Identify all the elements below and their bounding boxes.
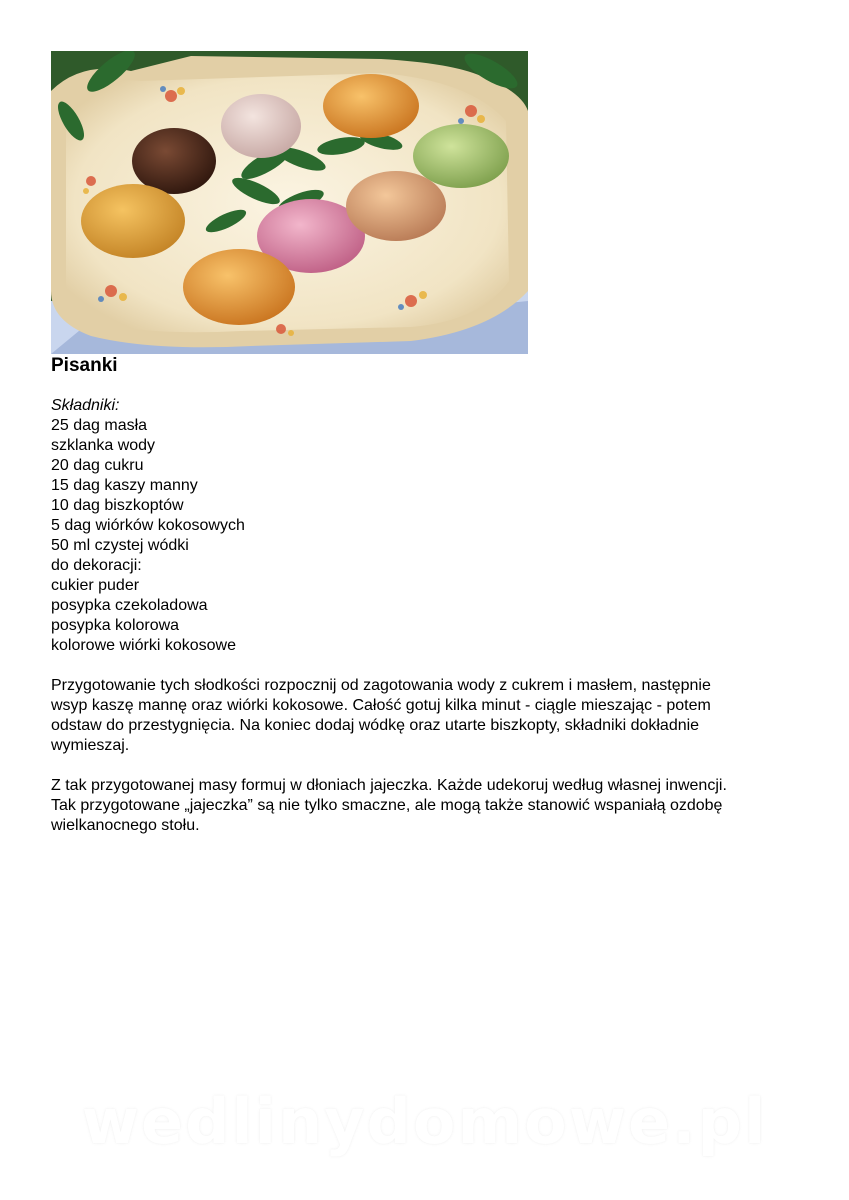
recipe-title: Pisanki — [51, 355, 118, 376]
ingredient-item: 15 dag kaszy manny — [51, 477, 198, 494]
paragraph-line: odstaw do przestygnięcia. Na koniec dodaj wódkę oraz utarte biszkopty, składniki dokładnie — [51, 717, 700, 734]
ingredient-item: 20 dag cukru — [51, 457, 144, 474]
ingredient-item: 10 dag biszkoptów — [51, 497, 184, 514]
ingredient-item: 5 dag wiórków kokosowych — [51, 517, 245, 534]
preparation-paragraph — [51, 676, 811, 756]
watermark: wedlinydomowe.pl — [81, 1085, 768, 1158]
paragraph-line: wymieszaj. — [51, 737, 130, 754]
paragraph-line: wielkanocnego stołu. — [51, 817, 200, 834]
ingredient-item: cukier puder — [51, 577, 140, 594]
ingredient-item: 25 dag masła — [51, 417, 148, 434]
paragraph-line: wsyp kaszę mannę oraz wiórki kokosowe. Całość gotuj kilka minut - ciągle mieszając - potem — [51, 697, 711, 714]
shaping-paragraph — [51, 776, 811, 836]
ingredient-item: szklanka wody — [51, 437, 156, 454]
paragraph-line: Z tak przygotowanej masy formuj w dłoniach jajeczka. Każde udekoruj według własnej inwencji. — [51, 777, 727, 794]
ingredient-item: posypka kolorowa — [51, 617, 180, 634]
easter-eggs-photo — [51, 51, 528, 354]
ingredient-item: 50 ml czystej wódki — [51, 537, 189, 554]
ingredient-item: do dekoracji: — [51, 557, 142, 574]
ingredients-heading: Składniki: — [51, 397, 120, 414]
ingredient-item: kolorowe wiórki kokosowe — [51, 637, 236, 654]
ingredient-item: posypka czekoladowa — [51, 597, 208, 614]
ingredients-list — [51, 396, 245, 656]
paragraph-line: Tak przygotowane „jajeczka” są nie tylko smaczne, ale mogą także stanowić wspaniałą ozdobę — [51, 797, 723, 814]
paragraph-line: Przygotowanie tych słodkości rozpocznij od zagotowania wody z cukrem i masłem, następnie — [51, 677, 711, 694]
